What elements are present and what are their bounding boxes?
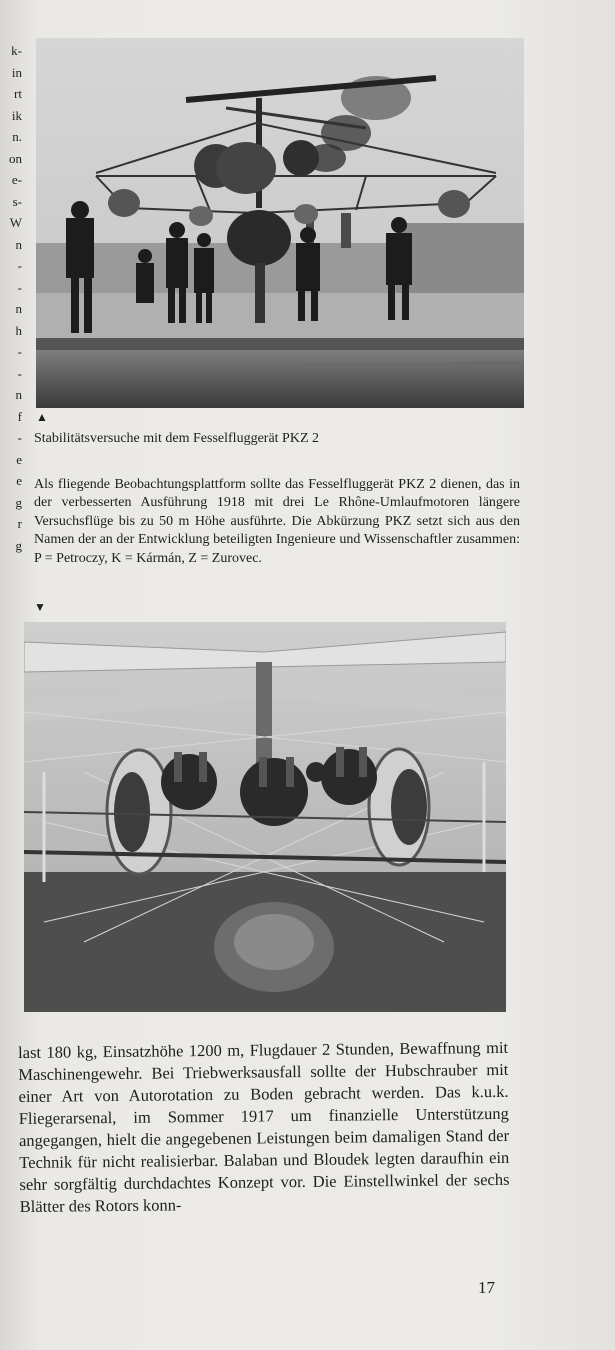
spill-fragment: - (17, 344, 22, 359)
spill-fragment: ik (11, 107, 22, 123)
spill-fragment: g (15, 537, 22, 553)
spill-fragment: - (17, 279, 22, 295)
photo-caption-title: Stabilitätsversuche mit dem Fesselfluggerät PKZ 2 (34, 431, 320, 446)
spill-fragment: n (15, 301, 22, 316)
spill-fragment: s- (12, 193, 22, 209)
spill-fragment: e- (11, 172, 22, 187)
photo-rotary-engine-closeup (24, 622, 506, 1012)
spill-fragment: W (9, 215, 22, 230)
photo-helicopter-platform-icon (36, 38, 524, 408)
spill-fragment: n (15, 236, 22, 252)
caption-arrow-down: ▼ (34, 600, 46, 614)
spill-fragment: g (15, 494, 22, 510)
previous-page-text-fragments (0, 40, 22, 556)
caption-arrow-up: ▲ (36, 410, 48, 424)
spill-fragment: - (17, 258, 22, 273)
spill-fragment: - (17, 365, 22, 381)
spill-fragment: rt (14, 86, 22, 101)
main-body-text: last 180 kg, Einsatzhöhe 1200 m, Flugdauer 2 Stunden, Bewaffnung mit Maschinengewehr. Bei Triebwerksausfall sollte der Hubschrauber mit einer Art von Autorotation zu Boden gebracht werden. Das k.u.k. Fliegerarsenal, im Sommer 1917 um finanzielle Unterstützung angegangen, hielt die angegebenen Leistungen beim damaligen Stand der Technik für nicht realisierbar. Balaban und Bloudek legten daraufhin ein sehr sorgfältig durchdachtes Konzept vor. Die Einstellwinkel der sechs Blätter des Rotors konn- (18, 1037, 510, 1216)
spill-fragment: e (16, 451, 22, 467)
spill-fragment: r (17, 516, 22, 531)
spill-fragment: n. (12, 129, 22, 144)
photo-rotary-engines-icon (24, 622, 506, 1012)
photo-caption-body: Als fliegende Beobachtungsplattform sollte das Fesselfluggerät PKZ 2 dienen, das in der verbesserten Ausführung 1918 mit drei Le Rhône-Umlaufmotoren längere Versuchsflüge bis zu 50 m Höhe ausführte. Die Abkürzung PKZ setzt sich aus den Namen der an der Entwicklung beteiligten Ingenieure und Wissenschaftler zusammen: P = Petroczy, K = Kármán, Z = Zurovec. (34, 477, 520, 566)
photo-tethered-helicopter-test (36, 38, 524, 408)
page-number: 17 (478, 1278, 495, 1297)
spill-fragment: e (16, 473, 22, 488)
spill-fragment: f (17, 408, 22, 424)
spill-fragment: in (11, 64, 22, 80)
spill-fragment: on (9, 150, 22, 166)
spill-fragment: - (17, 430, 22, 445)
spill-fragment: n (15, 387, 22, 402)
spill-fragment: k- (11, 43, 22, 58)
spill-fragment: h (15, 322, 22, 338)
